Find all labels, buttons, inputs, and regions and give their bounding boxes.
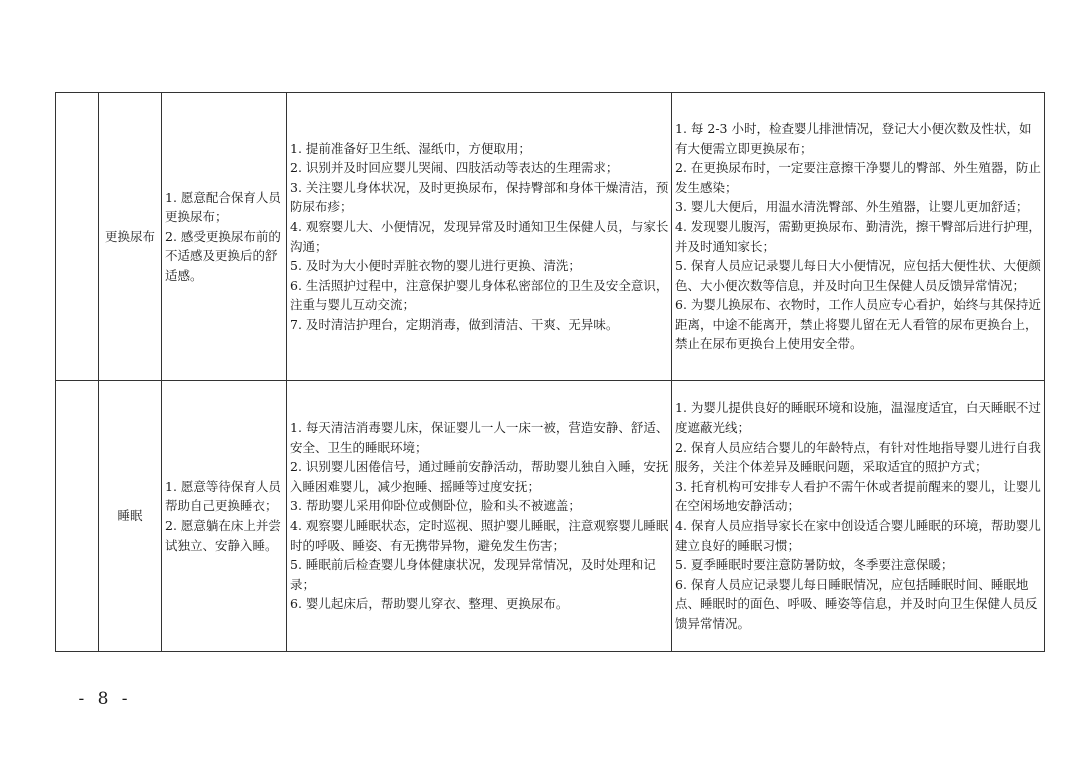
action-text: 4. 观察婴儿睡眠状态，定时巡视、照护婴儿睡眠，注意观察婴儿睡眠时的呼吸、睡姿、有无携带异物，避免发生伤害； (290, 518, 669, 553)
goal-text: 1. 愿意配合保育人员更换尿布； (165, 189, 281, 225)
table-row-diaper (56, 93, 1045, 381)
note-text: 2. 保育人员应结合婴儿的年龄特点，有针对性地指导婴儿进行自我服务，关注个体差异及睡眠问题，采取适宜的照护方式； (675, 439, 1041, 475)
action-text: 3. 帮助婴儿采用仰卧位或侧卧位，脸和头不被遮盖； (290, 498, 581, 514)
note-text: 5. 夏季睡眠时要注意防暑防蚊，冬季要注意保暖； (675, 557, 954, 573)
note-text: 4. 保育人员应指导家长在家中创设适合婴儿睡眠的环境，帮助婴儿建立良好的睡眠习惯； (675, 518, 1041, 553)
note-text: 5. 保育人员应记录婴儿每日大小便情况，应包括大便性状、大便颜色、大小便次数等信息，并及时向卫生保健人员反馈异常情况； (675, 258, 1041, 293)
note-text: 3. 托育机构可安排专人看护不需午休或者提前醒来的婴儿，让婴儿在空闲场地安静活动； (675, 478, 1041, 514)
action-text: 3. 关注婴儿身体状况，及时更换尿布，保持臀部和身体干燥清洁，预防尿布疹； (290, 179, 669, 215)
notes-cell (672, 381, 1045, 652)
page-number: - 8 - (78, 689, 132, 709)
note-text: 2. 在更换尿布时，一定要注意擦干净婴儿的臀部、外生殖器，防止发生感染； (675, 160, 1041, 195)
child-goals-cell (162, 93, 287, 381)
item-cell (99, 381, 162, 652)
action-text: 1. 提前准备好卫生纸、湿纸巾，方便取用； (290, 140, 531, 156)
staff-actions-cell (287, 93, 672, 381)
care-standards-table (55, 92, 1045, 652)
action-text: 1. 每天清洁消毒婴儿床，保证婴儿一人一床一被，营造安静、舒适、安全、卫生的睡眠环境； (290, 420, 669, 455)
goal-text: 1. 愿意等待保育人员帮助自己更换睡衣； (165, 478, 281, 514)
note-text: 6. 为婴儿换尿布、衣物时，工作人员应专心看护，始终与其保持近距离，中途不能离开，禁止将婴儿留在无人看管的尿布更换台上，禁止在尿布更换台上使用安全带。 (675, 297, 1041, 352)
item-cell (99, 93, 162, 381)
note-text: 3. 婴儿大便后，用温水清洗臀部、外生殖器，让婴儿更加舒适； (675, 199, 1029, 215)
category-cell (56, 93, 99, 381)
action-text: 6. 婴儿起床后，帮助婴儿穿衣、整理、更换尿布。 (290, 596, 569, 612)
category-cell (56, 381, 99, 652)
action-text: 2. 识别婴儿困倦信号，通过睡前安静活动，帮助婴儿独自入睡，安抚入睡困难婴儿，减少抱睡、摇睡等过度安抚； (290, 459, 669, 494)
goal-text: 2. 愿意躺在床上并尝试独立、安静入睡。 (165, 518, 281, 553)
action-text: 5. 睡眠前后检查婴儿身体健康状况，发现异常情况，及时处理和记录； (290, 557, 656, 592)
action-text: 7. 及时清洁护理台，定期消毒，做到清洁、干爽、无异味。 (290, 316, 619, 332)
note-text: 1. 每 2-3 小时，检查婴儿排泄情况，登记大小便次数及性状，如有大便需立即更换尿布； (675, 120, 1032, 156)
item-label: 睡眠 (117, 508, 143, 524)
staff-actions-cell (287, 381, 672, 652)
action-text: 4. 观察婴儿大、小便情况，发现异常及时通知卫生保健人员，与家长沟通； (290, 218, 669, 254)
action-text: 6. 生活照护过程中，注意保护婴儿身体私密部位的卫生及安全意识，注重与婴儿互动交流； (290, 277, 669, 313)
note-text: 4. 发现婴儿腹泻，需勤更换尿布、勤清洗，擦干臀部后进行护理，并及时通知家长； (675, 218, 1041, 254)
child-goals-cell (162, 381, 287, 652)
note-text: 1. 为婴儿提供良好的睡眠环境和设施，温湿度适宜，白天睡眠不过度遮蔽光线； (675, 400, 1041, 436)
goal-text: 2. 感受更换尿布前的不适感及更换后的舒适感。 (165, 228, 281, 283)
item-label: 更换尿布 (104, 228, 155, 244)
action-text: 5. 及时为大小便时弄脏衣物的婴儿进行更换、清洗； (290, 258, 581, 274)
note-text: 6. 保育人员应记录婴儿每日睡眠情况，应包括睡眠时间、睡眠地点、睡眠时的面色、呼吸、睡姿等信息，并及时向卫生保健人员反馈异常情况。 (675, 576, 1038, 631)
action-text: 2. 识别并及时回应婴儿哭闹、四肢活动等表达的生理需求； (290, 160, 619, 176)
notes-cell (672, 93, 1045, 381)
table-row-sleep (56, 381, 1045, 652)
